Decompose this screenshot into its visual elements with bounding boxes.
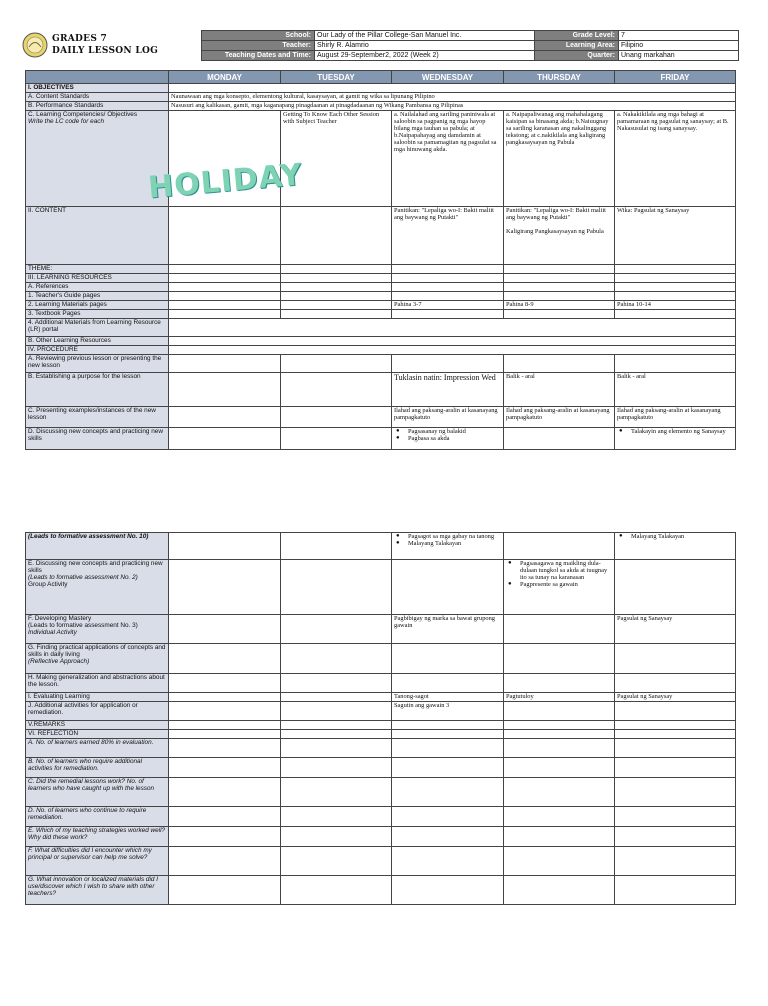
discussing-e-title: E. Discussing new concepts and practicing new skills xyxy=(28,560,163,574)
school-label: School: xyxy=(202,31,315,41)
bullet-item: ● Pagsagot sa mga gabay na tanong xyxy=(394,533,501,540)
references-label: A. References xyxy=(26,283,169,292)
purpose-wednesday: Tuklasin natin: Impression Wed xyxy=(392,373,504,407)
corner-cell xyxy=(26,71,169,84)
content-label: II. CONTENT xyxy=(26,207,169,265)
additional-materials-label: 4. Additional Materials from Learning Resource (LR) portal xyxy=(26,319,169,337)
lc-sub-label: Write the LC code for each xyxy=(28,118,105,125)
examples-friday: Ilahad ang paksang-aralin at kasanayang pampagkatuto xyxy=(615,407,736,428)
lesson-log-table-part2 xyxy=(25,532,736,905)
reflection-b-label: B. No. of learners who require additional activities for remediation. xyxy=(26,758,169,778)
mastery-title: F. Developing Mastery xyxy=(28,615,92,622)
day-monday: MONDAY xyxy=(169,71,281,84)
purpose-thursday: Balik - aral xyxy=(504,373,615,407)
discussing-e-sub: (Leads to formative assessment No. 2) xyxy=(28,574,138,581)
additional-activities-label: J. Additional activities for application or remediation. xyxy=(26,702,169,721)
holiday-word-art: HOLIDAY xyxy=(146,157,305,206)
bullet-item: ● Malayang Talakayan xyxy=(617,533,733,540)
performance-standards-label: B. Performance Standards xyxy=(26,102,169,111)
grade-value: 7 xyxy=(619,31,739,41)
content-tuesday xyxy=(281,207,392,265)
logo-title xyxy=(52,33,158,57)
reflection-d-label: D. No. of learners who continue to require remediation. xyxy=(26,807,169,827)
lm-wednesday: Pahina 3-7 xyxy=(392,301,504,310)
bullet-item: ● Pagsasanay ng balakid xyxy=(394,428,501,435)
leads-wednesday xyxy=(392,533,504,560)
discussing-label: D. Discussing new concepts and practicing new skills xyxy=(26,428,169,450)
mastery-wednesday: Pagbibigay ng marka sa bawat grupong gawain xyxy=(392,615,504,644)
bullet-item: ● Talakayin ang elemento ng Sanaysay xyxy=(617,428,733,435)
eval-thursday: Pagtutuloy xyxy=(504,693,615,702)
developing-mastery-label xyxy=(26,615,169,644)
textbook-label: 3. Textbook Pages xyxy=(26,310,169,319)
reflection-a-label: A. No. of learners earned 80% in evaluation. xyxy=(26,739,169,758)
dates-value: August 29-September2, 2022 (Week 2) xyxy=(315,51,535,61)
content-monday xyxy=(169,207,281,265)
area-label: Learning Area: xyxy=(535,41,619,51)
discussing-friday xyxy=(615,428,736,450)
discussing-e-activity: Group Activity xyxy=(28,581,68,588)
generalization-label: H. Making generalization and abstractions about the lesson. xyxy=(26,674,169,693)
lc-label: C. Learning Competencies/ Objectives xyxy=(28,111,138,118)
discussing-e-label xyxy=(26,560,169,615)
remarks-label: V.REMARKS xyxy=(26,721,169,730)
day-friday: FRIDAY xyxy=(615,71,736,84)
evaluating-label: I. Evaluating Learning xyxy=(26,693,169,702)
teachers-guide-label: 1. Teacher's Guide pages xyxy=(26,292,169,301)
school-value: Our Lady of the Pillar College-San Manuel Inc. xyxy=(315,31,535,41)
performance-standards-value: Nasusuri ang kalikasan, gamit, mga kaganapang pinagdaanan at pinagdadaanan ng Wikang Pambansa ng Pilipinas xyxy=(169,102,736,111)
discussing-e-thursday xyxy=(504,560,615,615)
purpose-label: B. Establishing a purpose for the lesson xyxy=(26,373,169,407)
addl-wednesday: Sagutin ang gawain 3 xyxy=(392,702,504,721)
content-thursday-line1: Panitikan: "Lepaliga wo-I: Bakit maliit ang baywang ng Putakti" xyxy=(506,207,606,221)
eval-wednesday: Tanong-sagot xyxy=(392,693,504,702)
other-resources-label: B. Other Learning Resources xyxy=(26,337,169,346)
school-logo xyxy=(22,32,48,58)
logo-line-grades: GRADES 7 xyxy=(52,34,108,44)
content-standards-label: A. Content Standards xyxy=(26,93,169,102)
lm-friday: Pahina 10-14 xyxy=(615,301,736,310)
practical-applications-label xyxy=(26,644,169,674)
mastery-sub: (Leads to formative assessment No. 3) xyxy=(28,622,138,629)
lc-tuesday: Getting To Know Each Other Session with Subject Teacher xyxy=(281,111,392,207)
grade-label: Grade Level: xyxy=(535,31,619,41)
reflection-label: VI. REFLECTION xyxy=(26,730,169,739)
lc-thursday: a. Naipapaliwanag ang mahahalagang kaisipan sa binasang akda; b.Naiuugnay sa sariling karanasan ang nakalinggang tekstong; at c.nakikilala ang kaligirang pangkasaysayan ng Pabula xyxy=(504,111,615,207)
content-wednesday: Panitikan: "Lepaliga wo-I: Bakit maliit ang baywang ng Putakti" xyxy=(392,207,504,265)
bullet-item: ● Malayang Talakayan xyxy=(394,540,501,547)
content-friday: Wika: Pagsulat ng Sanaysay xyxy=(615,207,736,265)
objectives-heading: I. OBJECTIVES xyxy=(26,84,169,93)
reflection-g-label: G. What innovation or localized materials did I use/discover which I wish to share with other teachers? xyxy=(26,876,169,905)
practical-title: G. Finding practical applications of concepts and skills in daily living xyxy=(28,644,166,658)
reviewing-label: A. Reviewing previous lesson or presenting the new lesson xyxy=(26,355,169,373)
teacher-label: Teacher: xyxy=(202,41,315,51)
learning-resources-label: III. LEARNING RESOURCES xyxy=(26,274,169,283)
teacher-value: Shirly R. Alamrio xyxy=(315,41,535,51)
content-standards-value: Naunawaan ang mga konsepto, elementong kultural, kasaysayan, at gamit ng wika sa lipunang Pilipino xyxy=(169,93,736,102)
day-tuesday: TUESDAY xyxy=(281,71,392,84)
bullet-item: ● Pagpresente sa gawain xyxy=(506,581,612,588)
quarter-value: Unang markahan xyxy=(619,51,739,61)
lc-friday: a. Nakakikilala ang mga bahagi at pamamaraan ng pagsulat ng sanaysay; at B. Nakasusulat ng isang sanaysay. xyxy=(615,111,736,207)
reflection-c-label: C. Did the remedial lessons work? No. of learners who have caught up with the lesson xyxy=(26,778,169,807)
logo-line-dll: DAILY LESSON LOG xyxy=(52,46,159,56)
lc-wednesday: a. Nailalahad ang sariling paniniwala at saloobin sa pagpanig ng mga hayop bilang mga tauhan sa pabula; at b.Naipapahayag ang damdamin at saloobin sa pamamagitan ng pagsulat sa mga hinuwang akda. xyxy=(392,111,504,207)
header-info-table xyxy=(201,30,739,61)
learning-competencies-label xyxy=(26,111,169,207)
day-wednesday: WEDNESDAY xyxy=(392,71,504,84)
content-thursday-line2: Kaligirang Pangkasaysayan ng Pabula xyxy=(506,228,604,235)
theme-label: THEME: xyxy=(26,265,169,274)
dates-label: Teaching Dates and Time: xyxy=(202,51,315,61)
purpose-friday: Balik - aral xyxy=(615,373,736,407)
bullet-item: ● Pagbasa sa akda xyxy=(394,435,501,442)
discussing-wednesday xyxy=(392,428,504,450)
bullet-item: ● Pagsasagawa ng maikling dula-dulaan tungkol sa akda at iuugnay ito sa tunay na karanasan xyxy=(506,560,612,581)
practical-sub: (Reflective Approach) xyxy=(28,658,90,665)
quarter-label: Quarter: xyxy=(535,51,619,61)
area-value: Filipino xyxy=(619,41,739,51)
reflection-f-label: F. What difficulties did I encounter which my principal or supervisor can help me solve? xyxy=(26,847,169,876)
empty-cell xyxy=(169,84,736,93)
eval-friday: Pagsulat ng Sanaysay xyxy=(615,693,736,702)
lesson-log-table-part1 xyxy=(25,70,736,450)
content-thursday xyxy=(504,207,615,265)
procedure-label: IV. PROCEDURE xyxy=(26,346,169,355)
examples-thursday: Ilahad ang paksang-aralin at kasanayang pampagkatuto xyxy=(504,407,615,428)
mastery-friday: Pagsulat ng Sanaysay xyxy=(615,615,736,644)
examples-wednesday: Ilahad ang paksang-aralin at kasanayang pampagkatuto xyxy=(392,407,504,428)
learning-materials-label: 2. Learning Materials pages xyxy=(26,301,169,310)
day-thursday: THURSDAY xyxy=(504,71,615,84)
presenting-examples-label: C. Presenting examples/instances of the new lesson xyxy=(26,407,169,428)
reflection-e-label: E. Which of my teaching strategies worked well? Why did these work? xyxy=(26,827,169,847)
leads-no10-label: (Leads to formative assessment No. 10) xyxy=(26,533,169,560)
mastery-activity: Individual Activity xyxy=(28,629,77,636)
leads-friday xyxy=(615,533,736,560)
lm-thursday: Pahina 8-9 xyxy=(504,301,615,310)
